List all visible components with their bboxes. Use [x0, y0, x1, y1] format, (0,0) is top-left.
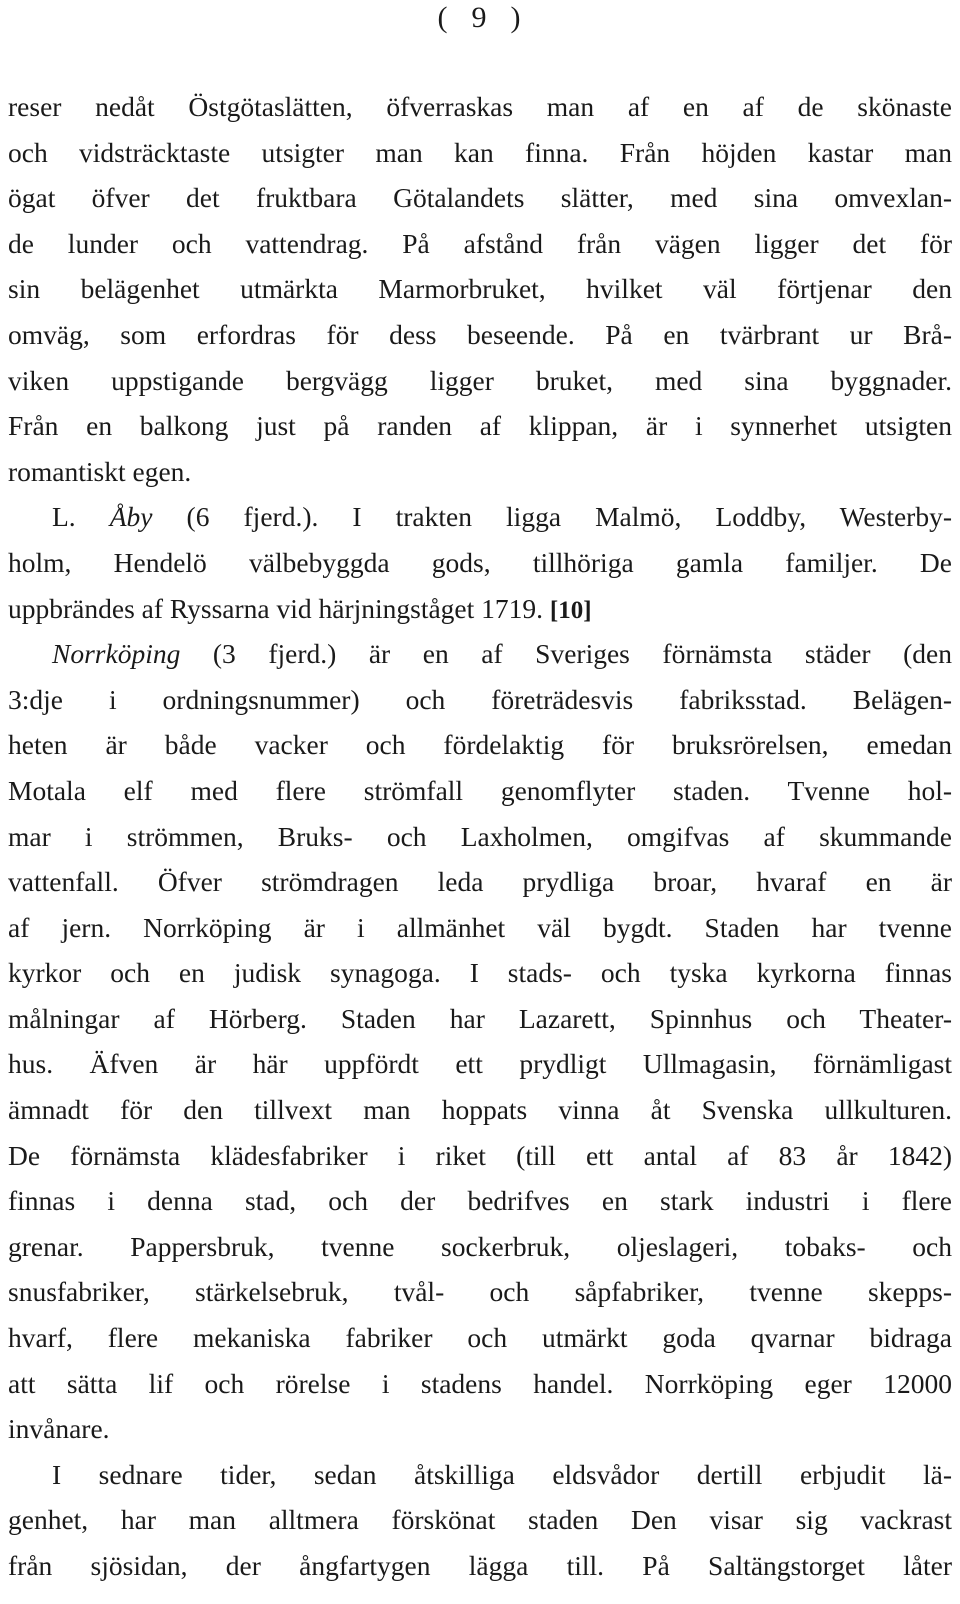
text-line: 3:dje i ordningsnummer) och företrädesvis fabriksstad. Belägen- — [8, 683, 952, 715]
line-rest: (3 fjerd.) är en af Sveriges förnämsta städer (den — [180, 638, 952, 670]
text-line: från sjösidan, der ångfartygen lägga till. På Saltängstorget låter — [8, 1550, 952, 1581]
text-line: ämnadt för den tillvext man hoppats vinna åt Svenska ullkulturen. — [8, 1094, 952, 1126]
text-line: snusfabriker, stärkelsebruk, tvål- och såpfabriker, tvenne skepps- — [8, 1276, 952, 1308]
place-name-aby: Åby — [109, 501, 153, 533]
page-number — [0, 0, 960, 36]
text-line: De förnämsta klädesfabriker i riket (till ett antal af 83 år 1842) — [8, 1139, 952, 1171]
text-line: holm, Hendelö välbebyggda gods, tillhöriga gamla familjer. De — [8, 546, 952, 578]
text-line-paragraph-start — [8, 631, 952, 677]
text-line: de lunder och vattendrag. På afstånd från vägen ligger det för — [8, 227, 952, 259]
text-line: grenar. Pappersbruk, tvenne sockerbruk, oljeslageri, tobaks- och — [8, 1230, 952, 1262]
page-number-close-paren: ) — [510, 1, 523, 34]
text-line-paragraph-start — [8, 494, 952, 540]
text-line: hus. Äfven är här uppfördt ett prydligt Ullmagasin, förnämligast — [8, 1048, 952, 1080]
page-number-value: 9 — [471, 1, 489, 34]
text-line: och vidsträcktaste utsigter man kan finna. Från höjden kastar man — [8, 136, 952, 168]
line-text: uppbrändes af Ryssarna vid härjningståget 1719. — [8, 592, 550, 624]
place-name-norrkoping: Norrköping — [52, 638, 181, 670]
text-line: hvarf, flere mekaniska fabriker och utmärkt goda qvarnar bidraga — [8, 1322, 952, 1354]
body-text — [8, 84, 952, 1589]
text-line-paragraph-start: I sednare tider, sedan åtskilliga eldsvådor dertill erbjudit lä- — [52, 1458, 952, 1490]
text-line: mar i strömmen, Bruks- och Laxholmen, omgifvas af skummande — [8, 820, 952, 852]
text-line: heten är både vacker och fördelaktig för bruksrörelsen, emedan — [8, 729, 952, 761]
text-line: målningar af Hörberg. Staden har Lazarett, Spinnhus och Theater- — [8, 1002, 952, 1034]
text-line: viken uppstigande bergvägg ligger bruket, med sina byggnader. — [8, 364, 952, 396]
text-line: vattenfall. Öfver strömdragen leda prydliga broar, hvaraf en är — [8, 866, 952, 898]
text-line: reser nedåt Östgötaslätten, öfverraskas man af en af de skönaste — [8, 91, 952, 122]
text-line: Från en balkong just på randen af klippan, är i synnerhet utsigten — [8, 410, 952, 442]
text-line: romantiskt egen. — [8, 455, 192, 487]
text-line: ögat öfver det fruktbara Götalandets slätter, med sina omvexlan- — [8, 182, 952, 214]
text-line: att sätta lif och rörelse i stadens handel. Norrköping eger 12000 — [8, 1367, 952, 1399]
text-line: af jern. Norrköping är i allmänhet väl bygdt. Staden har tvenne — [8, 911, 952, 943]
page-number-open-paren: ( — [437, 1, 450, 34]
page-marker: [10] — [549, 596, 592, 624]
text-line — [8, 586, 952, 632]
line-rest: (6 fjerd.). I trakten ligga Malmö, Loddby, Westerby- — [152, 501, 952, 533]
text-line: sin belägenhet utmärkta Marmorbruket, hvilket väl förtjenar den — [8, 273, 952, 305]
text-line: genhet, har man alltmera förskönat staden Den visar sig vackrast — [8, 1504, 952, 1536]
text-line: omväg, som erfordras för dess beseende. På en tvärbrant ur Brå- — [8, 318, 952, 350]
text-line: invånare. — [8, 1413, 110, 1445]
text-line: kyrkor och en judisk synagoga. I stads- och tyska kyrkorna finnas — [8, 957, 952, 989]
text-line: Motala elf med flere strömfall genomflyter staden. Tvenne hol- — [8, 774, 952, 806]
text-line: finnas i denna stad, och der bedrifves en stark industri i flere — [8, 1185, 952, 1217]
paragraph-prefix: L. — [52, 501, 110, 533]
